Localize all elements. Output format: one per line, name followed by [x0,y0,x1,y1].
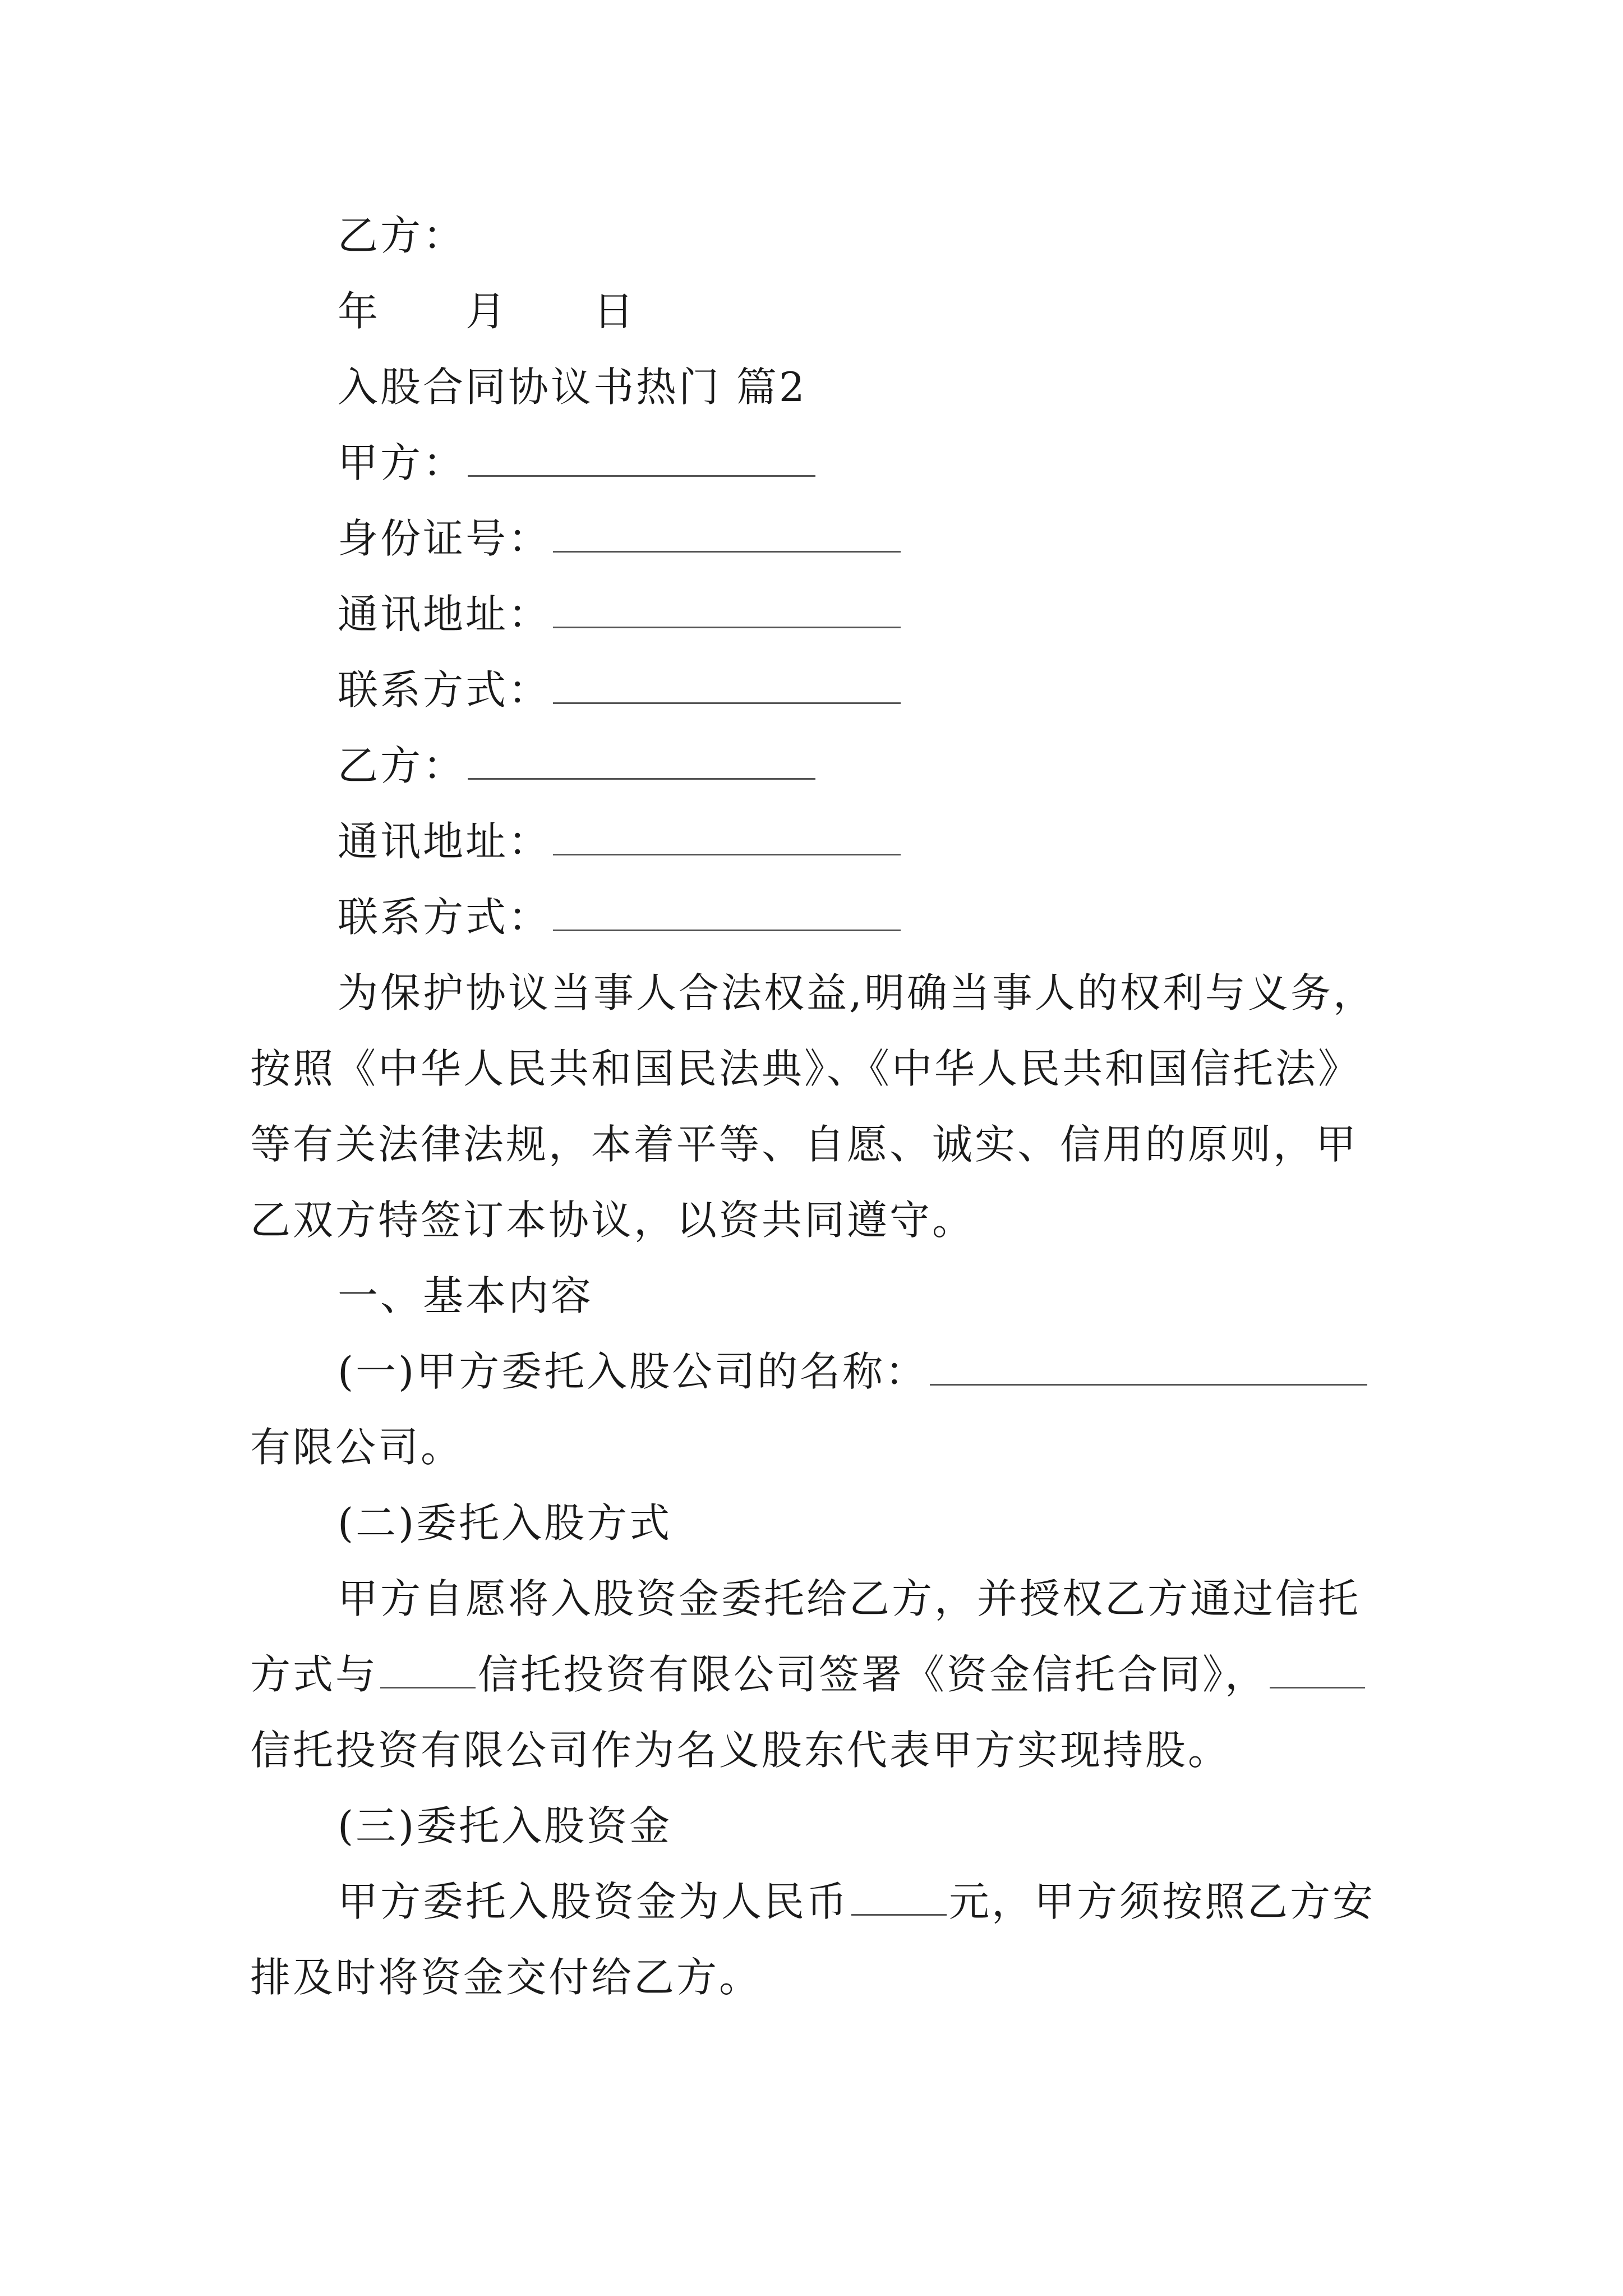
contact-b-field [338,889,1470,945]
contact-b-label: 联系方式： [338,894,551,941]
contact-a-blank [553,669,901,704]
method-line-2-b: 信托投资有限公司签署《资金信托合同》， [478,1651,1268,1698]
address-b-label: 通讯地址： [338,818,551,865]
heading-basic-content: 一、基本内容 [338,1272,594,1319]
preamble-line-2: 按照《中华人民共和国民法典》、《中华人民共和国信托法》 [250,1045,1361,1092]
party-a-field [338,435,1470,491]
preamble-line-4: 乙双方特签订本协议，以资共同遵守。 [250,1197,975,1244]
party-a-blank [468,441,815,477]
section-title: 入股合同协议书热门 篇2 [338,364,807,411]
address-b-field [338,813,1470,869]
method-line-2-a: 方式与 [250,1651,379,1698]
preamble-line-1: 为保护协议当事人合法权益,明确当事人的权利与义务， [338,969,1376,1016]
date-line: 年 月 日 [338,288,637,335]
party-a-label: 甲方： [338,439,466,486]
company-suffix: 有限公司。 [250,1424,464,1471]
funds-line-1-a: 甲方委托入股资金为人民币 [338,1878,850,1925]
contact-a-field [338,662,1470,718]
contact-b-blank [553,896,901,931]
company-name-label: (一)甲方委托入股公司的名称： [338,1348,928,1395]
contact-a-label: 联系方式： [338,666,551,714]
funds-line-2: 排及时将资金交付给乙方。 [250,1954,762,2001]
address-a-label: 通讯地址： [338,591,551,638]
heading-entrust-method: (二)委托入股方式 [338,1499,672,1547]
id-number-blank [553,517,901,553]
party-b-blank [468,744,815,780]
party-b-label: 乙方： [338,212,466,259]
party-b-field [338,738,1470,794]
preamble-line-3: 等有关法律法规，本着平等、自愿、诚实、信用的原则，甲 [250,1121,1359,1168]
heading-entrust-funds: (三)委托入股资金 [338,1802,672,1849]
company-name-blank [930,1350,1367,1386]
funds-line-1-b: 元，甲方须按照乙方安 [949,1878,1376,1925]
method-line-3: 信托投资有限公司作为名义股东代表甲方实现持股。 [250,1727,1231,1774]
trust-company-blank-2 [1270,1653,1365,1688]
party-b-field-label: 乙方： [338,742,466,789]
company-name-field [338,1343,1470,1400]
funds-line-1 [338,1874,1470,1930]
amount-blank [851,1880,947,1916]
address-a-blank [553,593,901,628]
address-a-field [338,586,1470,642]
method-line-1: 甲方自愿将入股资金委托给乙方，并授权乙方通过信托 [338,1575,1361,1622]
address-b-blank [553,820,901,855]
id-number-label: 身份证号： [338,515,551,562]
method-line-2 [250,1646,1383,1703]
trust-company-blank-1 [380,1653,476,1688]
id-number-field [338,510,1470,567]
